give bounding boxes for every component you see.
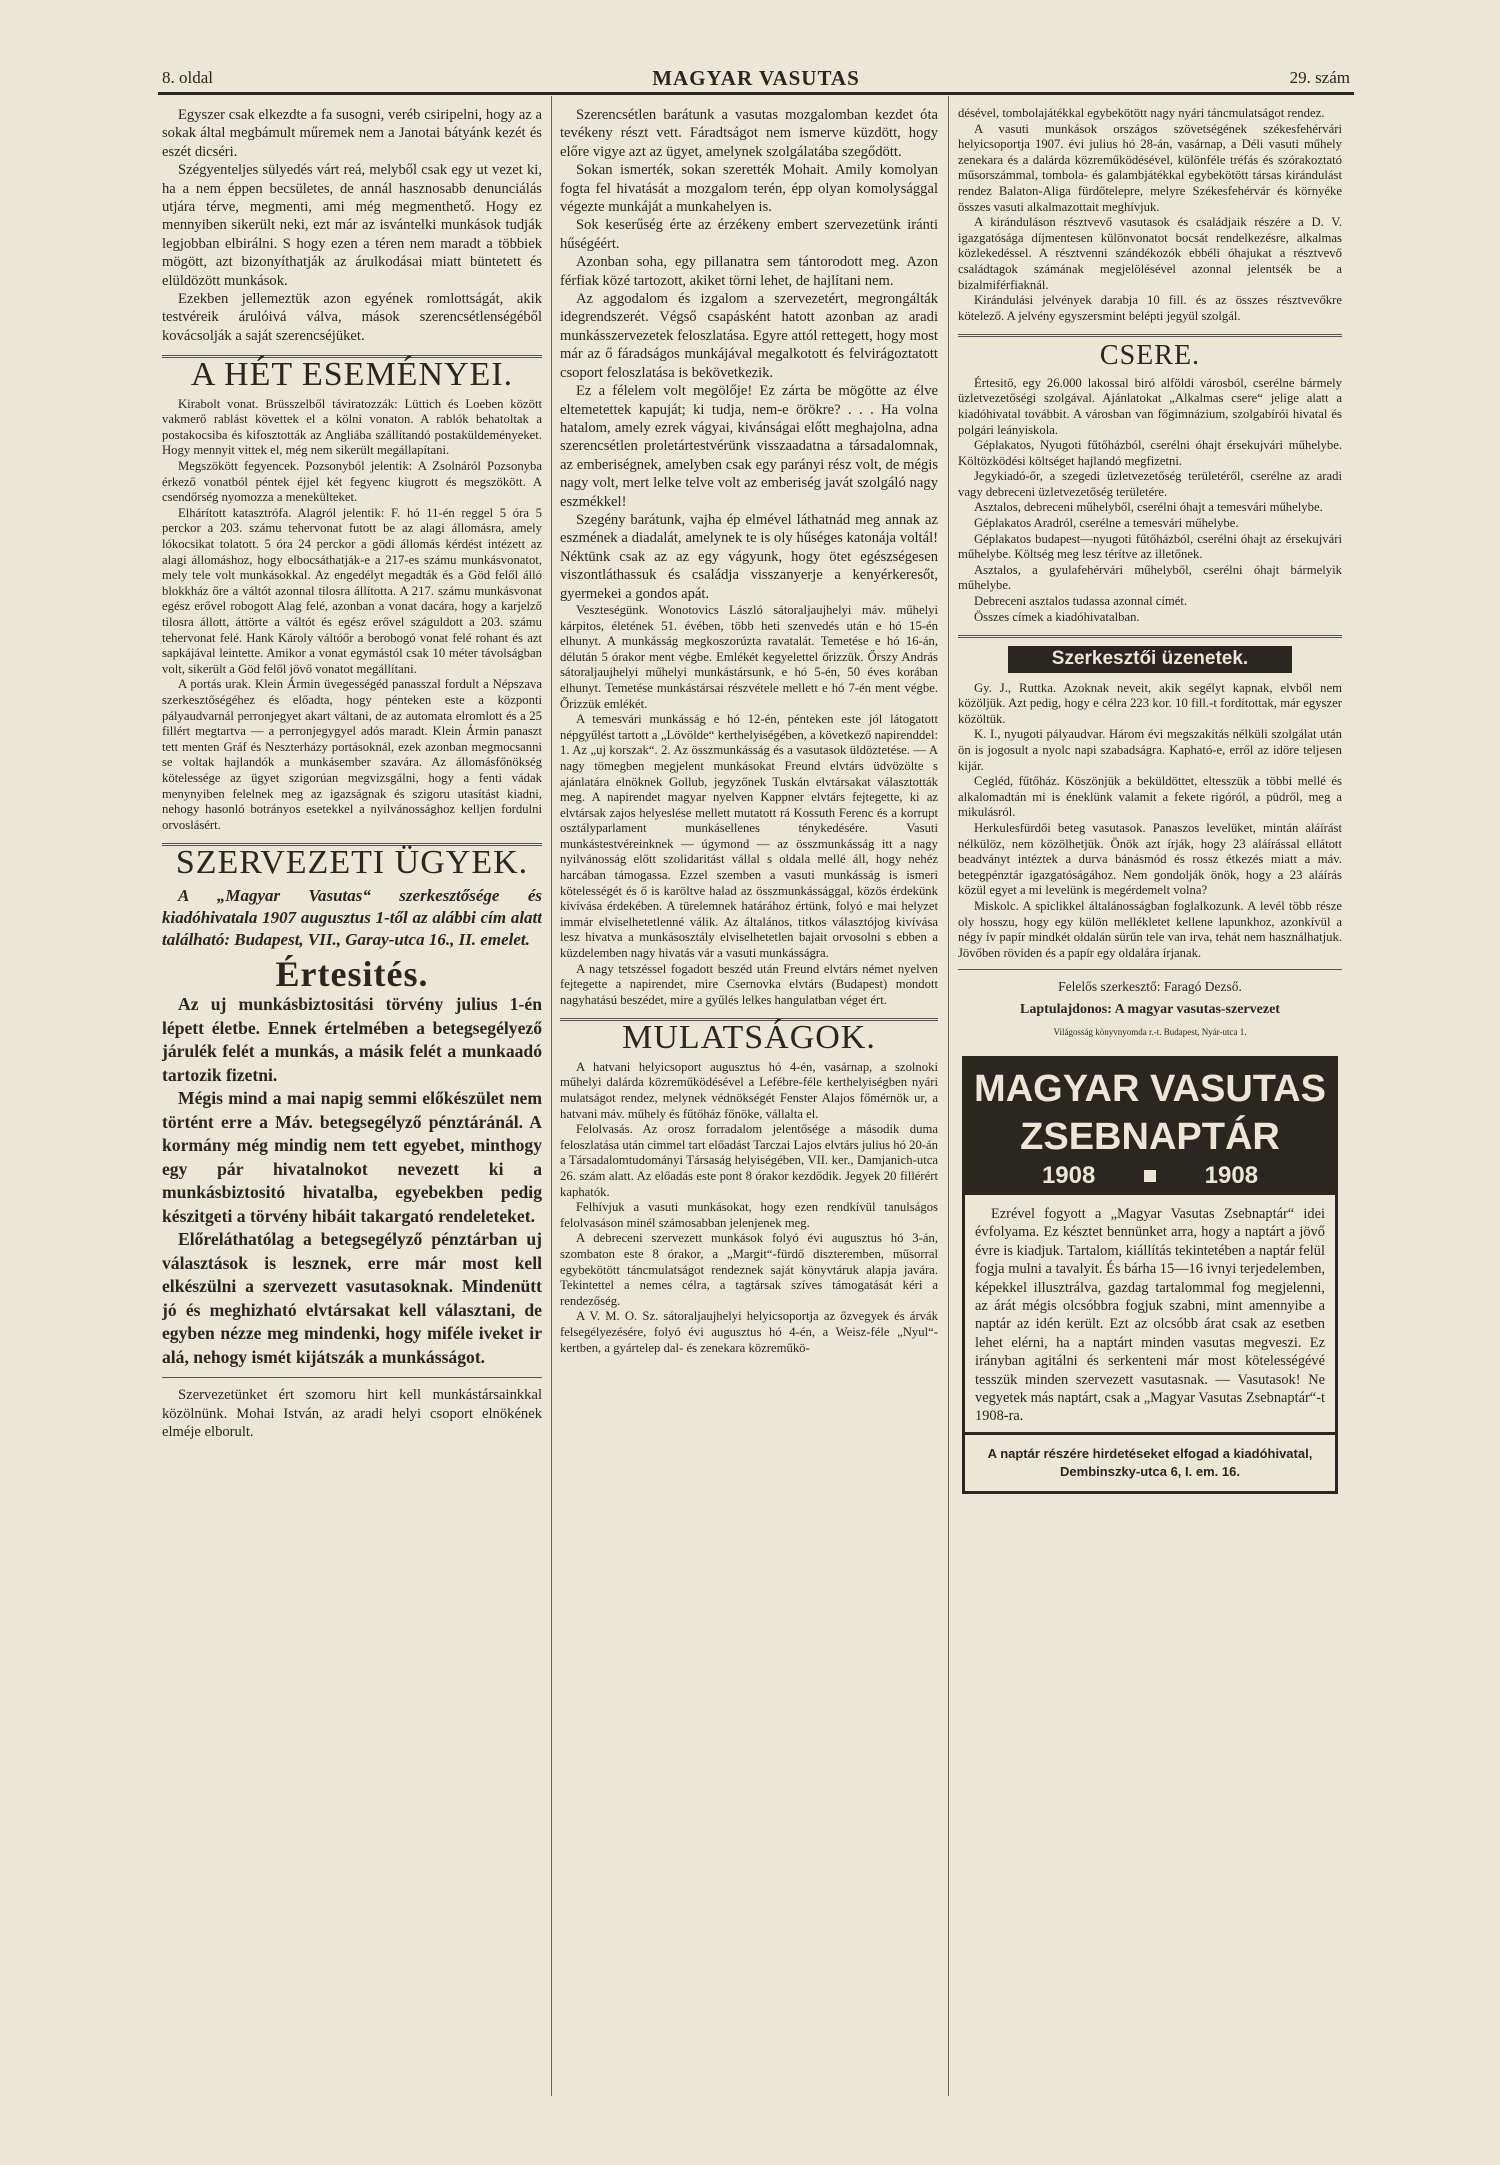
exchange-item: Asztalos, a gyulafehérvári műhelyből, cserélni óhajt bármelyik műhelybe. [958, 562, 1342, 593]
ad-body: Ezrével fogyott a „Magyar Vasutas Zsebnaptár“ idei évfolyama. Ez késztet bennünket arra, hogy a naptárt a jövő évre is kiadjuk. Tartalom, kiállítás tekintetében a naptár felül fogja mulni a tavalyit. És bárha 15—16 ivnyi terjedelemben, képekkel illusztrálva, gazdag tartalommal fog megjelenni, az árát mégis olcsóbbra fogjuk szabni, mint amennyibe a naptár az idén került. Ezt az olcsóbb árat csak az esetben lehet elérni, ha a naptárt minden vasutas megveszi. Ez irányban agitálni és serkenteni már most kötelességévé tesszük minden szervezett vasutasnak. — Vasutasok! Ne vegyetek más naptárt, csak a „Magyar Vasutas Zsebnaptár“-t 1908-ra. [975, 1205, 1325, 1425]
printer-imprint: Világosság könyvnyomda r.-t. Budapest, Nyár-utca 1. [1053, 1027, 1247, 1038]
exchange-item: Géplakatos Aradról, cserélne a temesvári műhelybe. [974, 516, 1239, 531]
news-item: Elhárított katasztrófa. Alagról jelentik: F. hó 11-én reggel 5 óra 5 perckor a 203. számu tehervonat futott be az alagi állomásra, amely lókocsikat tolatott. 5 óra 24 perckor a gödi állomás kérdést intézett az alagi állomáshoz, hogy elbocsáthatják-e a 217-es számu munkásvonatot, mely tele volt munkásokkal. Az engedélyt megadták és a Göd felől álló blokkház őre a váltót azonnal tilosra állította. A 217. számu munkásvonat egész erővel robogott Alag felé, azonban a vonat dacára, hogy a karjelző tilosra állott, áttörte a váltót és egész erővel száguldott a 203. számu tehervonat felé. Hank Károly váltóőr a berobogó vonat felé rohant és azt sapkájával leintette. Amikor a vonat egymástól csak 10 méter távolságban volt, sikerült a Göd felől jövő vonatot megállítani. [162, 505, 542, 676]
masthead-title: MAGYAR VASUTAS [652, 66, 860, 90]
ad-title [965, 1059, 1335, 1161]
section-divider [958, 334, 1342, 337]
column-2 [560, 106, 938, 2066]
news-item: A portás urak. Klein Ármin üvegességéd panasszal fordult a Népszava szerkesztőségéhez és előadta, hogy pénteken este a központi pályaudvarnál perronjegyet akart váltani, de az automata elromlott és a 25 fillért megtartva — a perronjegygyel adós maradt. Klein Ármin panaszt tett menten Gráf és Neszterházy portásoknál, ezek azonban megmocsanni se voltak hajlandók a munkásember szavára. Az állomásfőnökség kötelessége az ügyet szigorúan megvizsgálni, hogy a fenti vádak menynyiben felelnek meg az igazságnak és szigoru utasítást kiadni, nehogy hasonló botrányos esetekkel a nyilvánossághoz kelljen fordulni orvoslásért. [162, 677, 542, 832]
exchange-item: Géplakatos, Nyugoti fűtőházból, cserélni óhajt érsekujvári műhelybe. Költözködési költséget hajlandó megfizetni. [958, 438, 1342, 468]
page-header [162, 68, 1350, 90]
article-paragraph: Az aggodalom és izgalom a szervezetért, megrongálták idegrendszerét. Végső csapásként hatott azonban az aradi munkásszervezetek feloszlatása. Egyre attól rettegett, hogy most már az ő fáradságos munkájával megalkotott és felvirágoztatott csoport feloszlatása is bekövetkezik. [560, 291, 938, 381]
editor-reply: Miskolc. A spiclikkel általánosságban foglalkozunk. A levél több része oly hosszu, hogy egy külön mellékletet kellene lapunkhoz, azonkívül a négy ív papír mindkét oldalán sürűn tele van irva, tehát nem használhatjuk. Jövőben röviden és a papír egy oldalára írjanak. [958, 898, 1342, 960]
news-item: Kirándulási jelvények darabja 10 fill. és az összes résztvevőkre kötelező. A jelvény egyszersmint belépti jegyül szolgál. [958, 293, 1342, 323]
ad-title-line1: MAGYAR VASUTAS [974, 1067, 1326, 1110]
section-divider [958, 969, 1342, 970]
article-paragraph: Ezekben jellemeztük azon egyének romlottságát, akik testvéreik árulóivá válva, mások szerencsétlenségéből kovácsolják a saját szerencséjüket. [162, 291, 542, 344]
ad-year-right: 1908 [1204, 1161, 1259, 1189]
notice-paragraph: Mégis mind a mai napig semmi előkészület nem történt erre a Máv. betegsegélyző pénztáránál. A kormány még mindig nem tett egyebet, minthogy egy pár hivatalnokot nevezett ki a munkásbiztositó hivatalba, egyebekben pedig készitgeti a törvény hibáit takargató rendeleteket. [162, 1088, 542, 1226]
publisher: Laptulajdonos: A magyar vasutas-szervezet [1020, 1001, 1280, 1017]
news-item: A hatvani helyicsoport augusztus hó 4-én, vasárnap, a szolnoki műhelyi dalárda közreműködésével a Lefébre-féle kerthelyiségben nyári mulatságot rendez, melynek védnökségét Fenster Alajos főmérnök ur, a hatvani máv. műhely és fűtőház főnöke, vállalta el. [560, 1059, 938, 1121]
exchange-item: Asztalos, debreceni műhelyből, cserélni óhajt a temesvári műhelybe. [974, 500, 1323, 515]
page-number: 8. oldal [162, 68, 213, 87]
section-title-mulatsagok: MULATSÁGOK. [622, 1019, 876, 1057]
section-title-szervezeti-ugyek: SZERVEZETI ÜGYEK. [175, 844, 529, 882]
section-title-szerkesztoi: Szerkesztői üzenetek. [1008, 646, 1292, 672]
calendar-advertisement [962, 1056, 1338, 1494]
ad-year-left: 1908 [1041, 1161, 1096, 1189]
ad-title-line2: ZSEBNAPTÁR [1020, 1115, 1280, 1158]
column-divider-1 [551, 96, 552, 2096]
exchange-item: Összes címek a kiadóhivatalban. [974, 609, 1140, 624]
news-item: Veszteségünk. Wonotovics László sátoraljaujhelyi máv. műhelyi kárpitos, életének 51. évében, több heti szenvedés után e hó 15-én elhunyt. A munkásság megkoszorúzta ravatalát. Temetése e hó 16-án, délután 5 órakor ment végbe. Emlékét kegyelettel őrizzük. Őrszy András sátoraljaujhelyi műhelyi munkástársunk, e hó 5-én, 50 éves korában elhunyt. Temetése munkástársai részvétele mellett e hó 7-én ment végbe. Őrizzük emlékét. [560, 602, 938, 711]
editor-reply: Herkulesfürdői beteg vasutasok. Panaszos levelüket, mintán aláírást nélkülöz, nem közölhetjük. Önök azt írják, hogy 23 aláírással ellátott beadványt intéztek a durva bánásmód és rossz étkezés miatt a máv. betegpénztár igazgatóságához. Nem gondolják önök, hogy a 23 aláírás közül egyet a mi levelünk is megérdemelt volna? [958, 820, 1342, 898]
section-title-esemenyei: A HÉT ESEMÉNYEI. [190, 356, 514, 394]
news-item: Kirabolt vonat. Brüsszelből táviratozzák: Lüttich és Loeben között vakmerő rablást követtek el a kölni vonaton. A rablók behatoltak a postakocsiba és kifosztották az Angliába szállítandó postaküldeményeket. Hogy mennyit vittek el, még nem sikerült megállapítani. [162, 396, 542, 458]
article-paragraph: Szégyenteljes sülyedés várt reá, melyből csak egy ut vezet ki, ha a nem éppen becsületes, de annál hasznosabb denunciálás utjára térve, megmenti, ami még megmenthető. Hogy ez mennyiben sikerült neki, ezt már az isvántelki munkások tudják legjobban elbirálni. S hogy ezen a téren nem maradt a többiek mögött, azt bizonyíthatják az árulkodásai miatt büntetett és elüldözött munkások. [162, 162, 542, 289]
news-item: A temesvári munkásság e hó 12-én, pénteken este jól látogatott népgyűlést tartott a „Lövölde“ kerthelyiségében, a következő napirenddel: 1. Az „uj korszak“. 2. Az összmunkásság és a vasutasok üldöztetése. — A nagy tömegben megjelent munkásokat Freund elvtárs üdvözölte s ajánlatára elnöknek Gollub, jegyzőnek Tuskán elvtársakat választották meg. A napirendet magyar nyelven Kappner elvtárs fejtegette, ki az elvtársak zajos helyeslése mellett mutatott rá Kossuth Ferenc és a korrupt osztályparlament munkásellenes ténykedésére. Vasuti munkástestvéreinknek — úgymond — az összmunkásság itt a nagy nyilvánosság előtt szolidaritást vállal s oldala mellé áll, hogy nehéz harcában támogassa. Ezzel szemben a vasuti munkásság is ismeri kötelességét és ő is karöltve halad az összmunkássággal, közös érdekünk kivívása érdekében. A türelemnek határához értünk, folyó e mai helyzet immár elviselhetetlenné válik. Az általános, titkos választójog kivívása lesz hivatva a munkásosztály elviselhetetlen bajait orvosolni s ebben a küzdelemben nagy hivatás vár a vasuti munkásságra. [560, 712, 938, 961]
section-divider [958, 635, 1342, 638]
article-paragraph: Sokan ismerték, sokan szerették Mohait. Amily komolyan fogta fel hivatását a mozgalom terén, épp olyan komolysággal végezte munkáját a munkahelyen is. [560, 162, 938, 216]
editor-reply: Gy. J., Ruttka. Azoknak neveit, akik segélyt kapnak, elvből nem közöljük. Azt pedig, hogy e célra 223 kor. 10 fill.-t fordítottak, már egyszer közöltük. [958, 680, 1342, 726]
square-ornament-icon [1144, 1170, 1156, 1182]
article-paragraph: Azonban soha, egy pillanatra sem tántorodott meg. Azon férfiak közé tartozott, akiket törni lehet, de hajlítani nem. [560, 254, 938, 289]
notice-paragraph: Előreláthatólag a betegsegélyző pénztárban uj választások is lesznek, erre már most kell elkészülni a szervezett vasutasoknak. Mindenütt jó és meghizható elvtársakat kell választani, de egyben nézze meg mindenki, hogy miféle iveket ir alá, nehogy ismét kijátszák a munkásságot. [162, 1229, 542, 1367]
news-item: A V. M. O. Sz. sátoraljaujhelyi helyicsoportja az őzvegyek és árvák felsegélyezésére, folyó évi augusztus hó 4-én, a Weisz-féle „Nyul“-kertben, a gyártelep dal- és zenekara közreműkö- [560, 1309, 938, 1355]
column-3 [958, 106, 1342, 2066]
header-rule [158, 92, 1354, 95]
news-item: Felolvasás. Az orosz forradalom jelentősége a második duma feloszlatása után cimmel tart előadást Tarczai Lajos elvtárs julius hó 20-án a Társadalomtudományi Társaság helyiségében, VII. ker., Damjanich-utca 26. szám alatt. Az előadás este pont 8 órakor kezdődik. Jegyek 20 fillérért kaphatók. [560, 1122, 938, 1199]
article-paragraph: Ez a félelem volt megölője! Ez zárta be mögötte az élve eltemetettek kapuját; ki tudja, nem-e örökre? . . . Ha volna hatalom, amely ezrek vágyai, kivánságai előtt meghajolna, adna szerencsétlen proletártestvérünk visszaadatna a társadalomnak, az emberiségnek, amelyben csak egy parányi rész volt, de mégis nagy volt, mert lelke telve volt az emberiség javát szolgáló nagy eszmékkel! [560, 383, 938, 510]
news-item: A nagy tetszéssel fogadott beszéd után Freund elvtárs német nyelven fejtegette a napirendet, mire Csernovka elvtárs (Budapest) mondott nagyhatású beszédet, mire a gyűlés lelkes hangulatban véget ért. [560, 961, 938, 1007]
news-item: A debreceni szervezett munkások folyó évi augusztus hó 3-án, szombaton este 8 órakor, a „Margit“-fürdő diszteremben, műsorral egybekötött táncmulatságot rendeznek saját könyvtáruk alapja javára. Tekintettel a nemes célra, a tagtársak szíves támogatását kéri a rendezőség. [560, 1231, 938, 1308]
article-paragraph: Szerencsétlen barátunk a vasutas mozgalomban kezdet óta tevékeny részt vett. Fáradtságot nem ismerve küzdött, hogy előre vigye azt az ügyet, amelynek szolgálatába szegődött. [560, 107, 938, 160]
editor-reply: Cegléd, fűtőház. Köszönjük a beküldöttet, eltesszük a többi mellé és alkalomadtán mi is éneklünk valamit a fekete rigóról, a püdről, meg a mikulásról. [958, 774, 1342, 820]
article-paragraph: Egyszer csak elkezdte a fa susogni, veréb csiripelni, hogy az a sokak által megbámult műremek nem a Janotai bátyánk kezét és eszét dicséri. [162, 107, 542, 160]
issue-number: 29. szám [1289, 68, 1350, 87]
news-item: Felhívjuk a vasuti munkásokat, hogy ezen rendkívül tanulságos felolvasáson minél számosabban jelenjenek meg. [560, 1200, 938, 1230]
article-paragraph: Sok keserűség érte az érzékeny embert szervezetünk iránti hűségéért. [560, 217, 938, 252]
section-title-csere: CSERE. [1099, 340, 1201, 372]
section-divider [162, 1377, 542, 1378]
news-item: Megszökött fegyencek. Pozsonyból jelentik: A Zsolnáról Pozsonyba érkező vonatból péntek éjjel két fegyenc kiugrott és megszökött. A csendőrség nyomozza a menekülteket. [162, 459, 542, 505]
notice-paragraph: Az uj munkásbiztositási törvény julius 1-én lépett életbe. Ennek értelmében a betegsegélyező járulék felét a munkás, a másik felét a munkaadó tartozik fizetni. [162, 994, 542, 1085]
ad-footer: A naptár részére hirdetéseket elfogad a kiadóhivatal, Dembinszky-utca 6, I. em. 16. [965, 1432, 1335, 1491]
exchange-item: Géplakatos budapest—nyugoti fűtőházból, cserélni óhajt az érsekujvári műhelybe. Költség meg lesz térítve az illetőnek. [958, 531, 1342, 562]
news-item: désével, tombolajátékkal egybekötött nagy nyári táncmulatságot rendez. [958, 106, 1325, 120]
exchange-item: Debreceni asztalos tudassa azonnal címét. [974, 594, 1188, 609]
news-item: A vasuti munkások országos szövetségének székesfehérvári helyicsoportja 1907. évi julius hó 28-án, vasárnap, a Déli vasuti műhely zenekara és a dalárda közreműködésével, különféle tréfás és szórakoztató műsorszámmal, tombola- és galambjátékkal egybekötött társas kirándulást rendez Balaton-Aliga fürdőtelepre, melyre Székesfehérvár és környéke összes vasuti alkalmazottait meghívjuk. [958, 121, 1342, 214]
column-1 [162, 106, 542, 2066]
exchange-item: Jegykiadó-őr, a szegedi üzletvezetőség területéről, cserélne az aradi vagy debreceni üzletvezetőség területére. [958, 469, 1342, 499]
section-title-ertesites: Értesités. [275, 953, 429, 994]
address-notice: A „Magyar Vasutas“ szerkesztősége és kiadóhivatala 1907 augusztus 1-től az alábbi cím alatt található: Budapest, VII., Garay-utca 16., II. emelet. [162, 885, 542, 949]
ad-year-row [965, 1161, 1335, 1195]
article-paragraph: Szegény barátunk, vajha ép elmével láthatnád meg annak az eszmének a diadalát, amelynek te is oly hűséges katonája voltál! Néktünk csak az az egy vágyunk, hogy ötet egészségesen viszontláthassuk és családja visszanyerje a kenyérkeresőt, gyermekei a gondos apát. [560, 511, 938, 602]
editor-reply: K. I., nyugoti pályaudvar. Három évi megszakítás nélküli szolgálat után ön is jogosult a nyolc napi szabadságra. Kapható-e, erről az idöre teljesen kijár. [958, 727, 1342, 773]
news-item: A kiránduláson résztvevő vasutasok és családjaik részére a D. V. igazgatósága díjmentesen különvonatot bocsát rendelkezésre, alkalmas közlekedéssel. A résztvenni szándékozók ebbéli óhajukat a résztvevő családtagok számának megjelölésével azonnal jelentsék be a bizalmiférfiaknál. [958, 215, 1342, 292]
responsible-editor: Felelős szerkesztő: Faragó Dezső. [1058, 979, 1242, 995]
article-paragraph: Szervezetünket ért szomoru hirt kell munkástársainkkal közölnünk. Mohai István, az aradi helyi csoport elnökének elméje elborult. [162, 1387, 542, 1440]
column-divider-2 [948, 96, 949, 2096]
exchange-item: Értesitő, egy 26.000 lakossal biró alföldi városból, cserélne bármely üzletvezetőségi szolgával. Ajánlatokat „Alkalmas csere“ jelige alatt a kiadóhivatal továbbit. A városban van főgimnázium, szolgabírói hivatal és polgári leányiskola. [958, 375, 1342, 437]
